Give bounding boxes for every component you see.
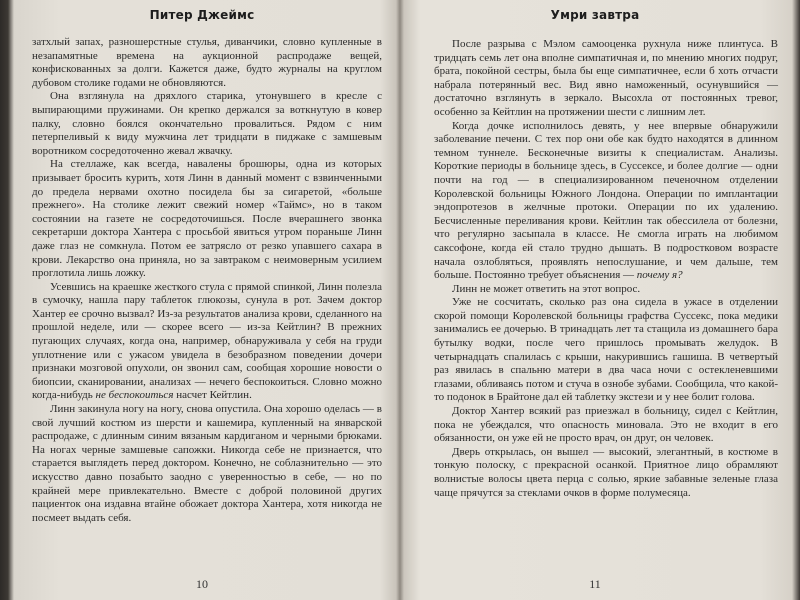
italic-phrase: не беспокоиться [95,389,174,402]
paragraph: Уже не сосчитать, сколько раз она сидела в ужасе в отделении скорой помощи Королевской больницы графства Суссекс, пока медики занимались ее дочерью. В тринадцать лет та стащила из домашнего бара бутылку водки, после чего пришлось промывать желудок. В четырнадцать спалилась с крыши, накурившись гашиша. В четвертый раз явилась в спальню матери в два часа ночи с остекленевшими глазами, обливаясь потом и стуча в ознобе зубами. Сообщила, что какой-то подонок в Брайтоне дал ей таблетку экстези и у нее болит голова. [434,296,778,404]
paragraph: Она взглянула на дряхлого старика, утонувшего в кресле с выпирающими пружинами. Он крепко держался за воткнутую в ковер палку, словно боялся окончательно провалиться. Рядом с ним петерпеливый к виду мужчина лет тридцати в пиджаке с замшевым воротником сосредоточенно жевал жвачку. [32,90,382,157]
right-page [412,0,778,600]
paragraph [434,120,778,283]
paragraph: На стеллаже, как всегда, навалены брошюры, одна из которых призывает бросить курить, хотя Линн в данный момент с взвинченными до предела нервами охотно посидела бы за сигаретой, «больше прежнего». На столике лежит свежий номер «Таймс», но в таком состоянии на газете не сосредоточишься. После вчерашнего звонка секретарши доктора Хантера с просьбой явиться утром пораньше Линн даже глаз не сомкнула. Потом ее затрясло от резко упавшего сахара в крови. Лекарство она приняла, но за завтраком с неимоверным усилием проглотила лишь ложку. [32,158,382,280]
paragraph: После разрыва с Мэлом самооценка рухнула ниже плинтуса. В тридцать семь лет она вполне симпатичная и, по мнению многих подруг, брата, покойной сестры, была бы еще симпатичнее, если б хоть отчасти набрала потерянный вес. Вид явно наможенный, осунувшийся — достаточно взглянуть в зеркало. Высохла от постоянных тревог, особенно за Кейтлин на протяжении шести с лишним лет. [434,38,778,118]
page-number: 10 [196,577,208,591]
italic-phrase: почему я? [636,269,683,282]
right-page-body [434,38,778,500]
paragraph-tail: насчет Кейтлин. [173,389,252,402]
paragraph: Дверь открылась, он вышел — высокий, элегантный, в костюме в тонкую полоску, с прекрасной осанкой. Приятное лицо обрамляют волнистые волосы цвета перца с солью, яркие забавные зеленые глаза чаще прячутся за стеклами очков в форме полумесяца. [434,445,778,499]
paragraph: Линн не может ответить на этот вопрос. [452,282,641,295]
paragraph-text: Когда дочке исполнилось девять, у нее впервые обнаружили заболевание печени. С тех пор они обе как будто находятся в длинном темном туннеле. Бесконечные визиты к специалистам. Анализы. Короткие периоды в больнице здесь, в Суссексе, и более долгие — одни почти на год — в специализированном печеночном отделении Королевской больницы Южного Лондона. Операции по имплантации эндопротезов в желчные протоки. Операции по их удалению. Бесчисленные переливания крови. Кейтлин так обессилела от болезни, что регулярно засыпала в классе. Не смогла играть на любимом саксофоне, когда ей стало трудно дышать. В подростковом возрасте начала озлобляться, проявлять непослушание, и чем дальше, тем больше. Постоянно требует объяснения — [434,119,778,282]
page-number: 11 [589,577,601,591]
paragraph [32,281,382,403]
paragraph: затхлый запах, разношерстные стулья, диванчики, словно купленные в незапамятные времена на аукционной распродаже вещей, конфискованных за долги. Кажется даже, будто журналы на круглом дубовом столике годами не обновляются. [32,36,382,89]
left-page-body [32,36,382,525]
paragraph: Доктор Хантер всякий раз приезжал в больницу, сидел с Кейтлин, пока не убеждался, что опасность миновала. Это не входит в его обязанности, он уже ей не просто врач, он друг, он человек. [434,405,778,445]
running-header-title: Умри завтра [550,8,640,22]
paragraph: Линн закинула ногу на ногу, снова опустила. Она хорошо оделась — в свой лучший костюм из шерсти и кашемира, купленный на январской распродаже, с длинным синим вязаным кардиганом и черными брюками. На ногах черные замшевые сапожки. Никогда себе не признается, что старается выглядеть перед доктором. Конечно, не соблазнительно — это искусство давно позабыто заодно с уверенностью в себе, — но по крайней мере привлекательно. Вместе с доброй половиной других пациенток она издавна втайне обожает доктора Хантера, хотя никогда не посмеет выдать себя. [32,403,382,524]
paragraph-text: Усевшись на краешке жесткого стула с прямой спинкой, Линн полезла в сумочку, нашла пару таблеток глюкозы, сунула в рот. Зачем доктор Хантер ее срочно вызвал? Из-за результатов анализа крови, сделанного на прошлой неделе, или — скорее всего — из-за Кейтлин? В прежних пугающих случаях, когда она, например, обнаруживала у себя на груди уплотнение или с ужасом увидела в безобразном поведении дочери признаки мозговой опухоли, он звонил сам, сообщая хорошие новости о биопсии, сканировании, анализах — нечего беспокоиться. Словно можно когда-нибудь [32,280,382,402]
left-page [18,0,386,600]
running-header-author: Питер Джеймс [149,8,255,22]
